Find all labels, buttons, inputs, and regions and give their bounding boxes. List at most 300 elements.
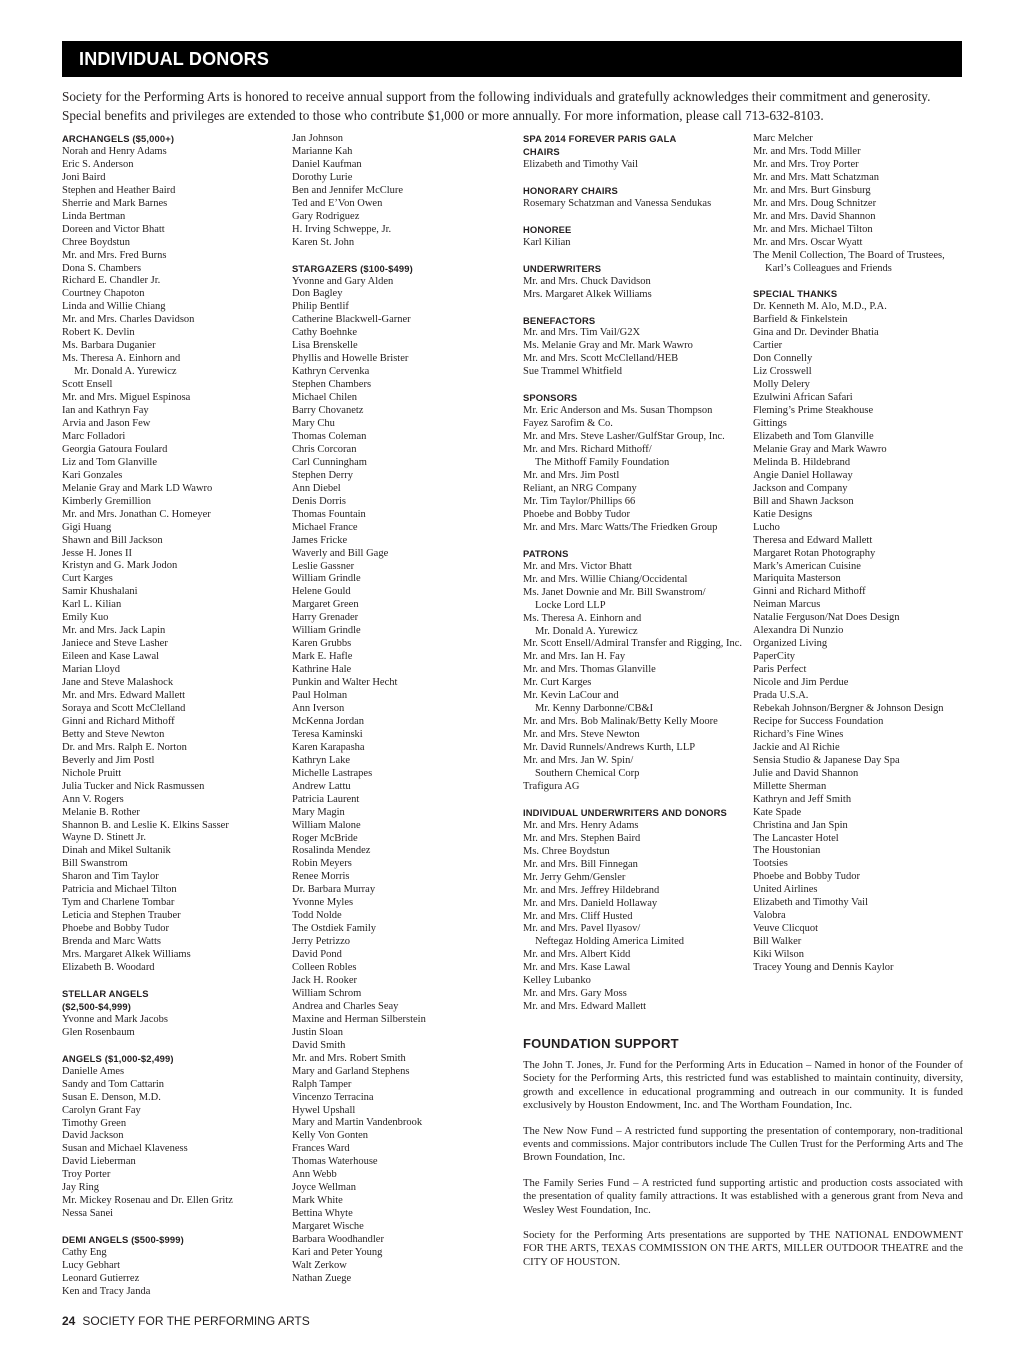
donor-name: Ms. Janet Downie and Mr. Bill Swanstrom/: [523, 586, 706, 598]
donor-name: Lisa Brenskelle: [292, 340, 358, 352]
donor-name: Kathryn Cervenka: [292, 366, 370, 378]
donor-name: Mr. and Mrs. Miguel Espinosa: [62, 392, 191, 404]
donor-name: Beverly and Jim Postl: [62, 754, 155, 766]
donor-name: Mr. and Mrs. Jack Lapin: [62, 625, 166, 637]
donor-name: Timothy Green: [62, 1117, 127, 1129]
donor-name: Nessa Sanei: [62, 1208, 114, 1220]
donor-name: Ms. Theresa A. Einhorn and: [523, 612, 642, 624]
donor-name: Margaret Wische: [292, 1221, 364, 1233]
donor-category-heading: ($2,500-$4,999): [62, 1000, 131, 1012]
donor-name: Julia Tucker and Nick Rasmussen: [62, 780, 205, 792]
donor-name: Mr. and Mrs. Edward Mallett: [62, 689, 186, 701]
donor-name: Ben and Jennifer McClure: [292, 184, 404, 196]
donor-name: Don Bagley: [292, 288, 343, 300]
donor-name: Mr. and Mrs. Jan W. Spin/: [523, 755, 634, 767]
donor-name: James Fricke: [292, 534, 348, 546]
donor-name: Marianne Kah: [292, 145, 353, 157]
donor-category-heading: STELLAR ANGELS: [62, 987, 149, 999]
donor-name: Andrew Lattu: [292, 780, 351, 792]
donor-name: Mr. David Runnels/Andrews Kurth, LLP: [523, 742, 696, 754]
donor-name: Mark’s American Cuisine: [753, 560, 861, 572]
donor-name: William Malone: [292, 819, 361, 831]
donor-name: Mr. and Mrs. Tim Vail/G2X: [523, 327, 641, 339]
donor-name: Fleming’s Prime Steakhouse: [753, 405, 874, 417]
donor-name: The Houstonian: [753, 845, 821, 857]
donor-name: Robin Meyers: [292, 858, 352, 870]
section-spacer: [62, 1040, 282, 1053]
donor-name: Richard’s Fine Wines: [753, 728, 844, 740]
donor-name: Dinah and Mikel Sultanik: [62, 845, 171, 857]
donor-name: Mr. Curt Karges: [523, 677, 592, 689]
donor-name: Philip Bentlif: [292, 301, 349, 313]
donor-name: Ginni and Richard Mithoff: [62, 715, 175, 727]
section-spacer: [292, 250, 512, 263]
donor-name: Mariquita Masterson: [753, 573, 841, 585]
donor-name: Marc Melcher: [753, 133, 813, 144]
donor-column-3: [523, 133, 745, 1014]
donor-category-heading: ANGELS ($1,000-$2,499): [62, 1052, 174, 1064]
donor-category-heading: ARCHANGELS ($5,000+): [62, 133, 175, 144]
donor-name: Leticia and Stephen Trauber: [62, 910, 181, 922]
donor-column-2: [292, 133, 512, 1286]
section-spacer: [523, 379, 745, 392]
donor-name: Bill Walker: [753, 936, 802, 948]
donor-name: Liz and Tom Glanville: [62, 456, 158, 468]
donor-name: Mark White: [292, 1195, 343, 1207]
donor-name: Mr. and Mrs. Charles Davidson: [62, 314, 195, 326]
donor-name: Michael France: [292, 521, 358, 533]
donor-name: Mr. Tim Taylor/Phillips 66: [523, 495, 636, 507]
donor-name: Prada U.S.A.: [753, 690, 809, 702]
donor-name: Frances Ward: [292, 1143, 350, 1155]
donor-name: Kelley Lubanko: [523, 975, 591, 987]
donor-name: Mr. Eric Anderson and Ms. Susan Thompson: [523, 405, 713, 417]
donor-name: Michelle Lastrapes: [292, 767, 373, 779]
donor-name: Kari and Peter Young: [292, 1247, 383, 1259]
donor-name: Emily Kuo: [62, 612, 109, 624]
donor-name: Nicole and Jim Perdue: [753, 677, 849, 689]
donor-name: Karl’s Colleagues and Friends: [765, 262, 892, 274]
donor-name: Christina and Jan Spin: [753, 819, 848, 831]
donor-name: Mr. Kevin LaCour and: [523, 690, 619, 702]
donor-name: Ann Iverson: [292, 702, 345, 714]
donor-name: Nichole Pruitt: [62, 767, 122, 779]
donor-name: Linda and Willie Chiang: [62, 301, 166, 313]
donor-name: Walt Zerkow: [292, 1259, 347, 1271]
donor-category-heading: PATRONS: [523, 547, 569, 559]
donor-name: David Smith: [292, 1039, 346, 1051]
donor-name: Elizabeth and Timothy Vail: [753, 897, 869, 909]
donor-name: Soraya and Scott McClelland: [62, 702, 186, 714]
donor-name: Norah and Henry Adams: [62, 145, 167, 157]
donor-name: Stephen and Heather Baird: [62, 184, 176, 196]
donor-name: Phyllis and Howelle Brister: [292, 353, 409, 365]
section-spacer: [62, 975, 282, 988]
section-spacer: [523, 172, 745, 185]
donor-name: Natalie Ferguson/Nat Does Design: [753, 612, 900, 624]
section-spacer: [523, 302, 745, 315]
donor-name: Mr. Kenny Darbonne/CB&I: [535, 703, 654, 715]
donor-name: Jan Johnson: [292, 133, 344, 144]
donor-name: Rosemary Schatzman and Vanessa Sendukas: [523, 197, 712, 209]
donor-name: Michael Chilen: [292, 392, 358, 404]
donor-name: Phoebe and Bobby Tudor: [523, 508, 631, 520]
donor-name: Ian and Kathryn Fay: [62, 405, 149, 417]
donor-name: Melinda B. Hildebrand: [753, 456, 851, 468]
donor-name: Trafigura AG: [523, 780, 580, 792]
donor-name: Leonard Gutierrez: [62, 1273, 140, 1285]
donor-name: Robert K. Devlin: [62, 327, 135, 339]
donor-name: Mr. and Mrs. Todd Miller: [753, 145, 861, 157]
page-number: 24: [62, 1314, 76, 1328]
donor-name: Justin Sloan: [292, 1026, 344, 1038]
donor-name: Eileen and Kase Lawal: [62, 651, 160, 663]
donor-name: Denis Dorris: [292, 495, 346, 507]
section-spacer: [523, 794, 745, 807]
donor-name: Mr. Jerry Gehm/Gensler: [523, 871, 626, 883]
donor-name: Ann Webb: [292, 1169, 337, 1181]
donor-name: Millette Sherman: [753, 780, 827, 792]
donor-name: Ms. Melanie Gray and Mr. Mark Wawro: [523, 340, 693, 352]
donor-name: Mr. Mickey Rosenau and Dr. Ellen Gritz: [62, 1195, 233, 1207]
donor-name: Ann V. Rogers: [62, 793, 124, 805]
donor-name: Troy Porter: [62, 1169, 111, 1181]
donor-name: Mr. Donald A. Yurewicz: [74, 366, 177, 378]
donor-name: Wayne D. Stinett Jr.: [62, 832, 147, 844]
donor-name: Southern Chemical Corp: [535, 767, 640, 779]
donor-name: Courtney Chapoton: [62, 288, 145, 300]
donor-name: The Lancaster Hotel: [753, 832, 839, 844]
donor-name: Mrs. Margaret Alkek Williams: [62, 949, 191, 961]
donor-name: Elizabeth and Timothy Vail: [523, 158, 639, 170]
section-spacer: [523, 211, 745, 224]
donor-name: Veuve Clicquot: [753, 923, 819, 935]
donor-name: Mr. and Mrs. Gary Moss: [523, 988, 627, 1000]
donor-name: Katie Designs: [753, 508, 813, 520]
donor-name: Kathryn Lake: [292, 754, 351, 766]
donor-name: Sharon and Tim Taylor: [62, 871, 159, 883]
donor-name: Dorothy Lurie: [292, 171, 353, 183]
donor-name: Mr. and Mrs. Willie Chiang/Occidental: [523, 573, 688, 585]
donor-name: Gary Rodriguez: [292, 210, 360, 222]
donor-name: Mr. Scott Ensell/Admiral Transfer and Rigging, Inc.: [523, 638, 743, 650]
donor-name: Jack H. Rooker: [292, 975, 358, 986]
donor-category-heading: CHAIRS: [523, 145, 560, 157]
donor-name: Dr. Barbara Murray: [292, 884, 376, 896]
donor-name: Ms. Barbara Duganier: [62, 340, 156, 352]
donor-name: Curt Karges: [62, 573, 113, 585]
donor-name: Kathrine Hale: [292, 664, 352, 676]
section-title: INDIVIDUAL DONORS: [79, 49, 270, 69]
donor-name: Theresa and Edward Mallett: [753, 534, 873, 546]
donor-column-4: [753, 133, 968, 975]
donor-name: The Mithoff Family Foundation: [535, 457, 670, 469]
donor-name: Mr. and Mrs. Albert Kidd: [523, 949, 631, 961]
donor-name: Jay Ring: [62, 1182, 100, 1194]
donor-name: Julie and David Shannon: [753, 767, 859, 779]
donor-name: Mr. and Mrs. Scott McClelland/HEB: [523, 353, 679, 365]
donor-name: Karen St. John: [292, 236, 355, 248]
donor-name: Mark E. Hafle: [292, 651, 353, 663]
donor-name: Mrs. Margaret Alkek Williams: [523, 288, 652, 300]
donor-name: Thomas Fountain: [292, 508, 366, 520]
donor-name: Sherrie and Mark Barnes: [62, 197, 168, 209]
donor-name: Phoebe and Bobby Tudor: [753, 871, 861, 883]
donor-name: Ken and Tracy Janda: [62, 1285, 151, 1297]
donor-name: Mr. and Mrs. Stephen Baird: [523, 832, 641, 844]
donor-name: Margaret Rotan Photography: [753, 547, 876, 559]
donor-name: Karl L. Kilian: [62, 599, 122, 611]
donor-name: Thomas Waterhouse: [292, 1156, 378, 1168]
donor-name: Waverly and Bill Gage: [292, 547, 389, 559]
donor-name: Melanie B. Rother: [62, 806, 140, 818]
donor-name: Chree Boydstun: [62, 236, 130, 248]
donor-name: Punkin and Walter Hecht: [292, 677, 398, 689]
donor-name: Leslie Gassner: [292, 560, 355, 572]
donor-name: Rosalinda Mendez: [292, 845, 371, 857]
donor-name: Maxine and Herman Silberstein: [292, 1013, 426, 1025]
donor-name: Ann Diebel: [292, 482, 341, 494]
donor-name: Ms. Theresa A. Einhorn and: [62, 353, 181, 365]
donor-name: Lucho: [753, 521, 780, 533]
donor-name: Chris Corcoran: [292, 443, 357, 455]
donor-name: Jane and Steve Malashock: [62, 677, 174, 689]
donor-name: Mr. and Mrs. Richard Mithoff/: [523, 444, 652, 456]
donor-name: William Grindle: [292, 573, 361, 585]
donor-name: Mary and Martin Vandenbrook: [292, 1117, 423, 1129]
donor-name: Mr. and Mrs. David Shannon: [753, 210, 876, 222]
donor-name: Mr. and Mrs. Danield Hollaway: [523, 897, 658, 909]
donor-name: Nathan Zuege: [292, 1272, 352, 1284]
donor-name: Mr. and Mrs. Chuck Davidson: [523, 275, 651, 287]
donor-name: Teresa Kaminski: [292, 728, 363, 740]
intro-line: Society for the Performing Arts is honored to receive annual support from the following individuals and gratefully acknowledges their commitment and generosity.: [62, 89, 931, 104]
donor-name: Shannon B. and Leslie K. Elkins Sasser: [62, 819, 229, 831]
donor-name: Renee Morris: [292, 871, 350, 883]
donor-name: Dr. Kenneth M. Alo, M.D., P.A.: [753, 301, 887, 313]
donor-name: Mr. Donald A. Yurewicz: [535, 625, 638, 637]
donor-name: Mr. and Mrs. Ian H. Fay: [523, 651, 626, 663]
donor-name: Harry Grenader: [292, 612, 359, 624]
donor-name: Kate Spade: [753, 806, 802, 818]
donor-name: Eric S. Anderson: [62, 158, 134, 170]
donor-name: Andrea and Charles Seay: [292, 1000, 399, 1012]
donor-name: Carolyn Grant Fay: [62, 1104, 141, 1116]
donor-name: Mr. and Mrs. Jonathan C. Homeyer: [62, 508, 211, 520]
donor-name: Mr. and Mrs. Jeffrey Hildebrand: [523, 884, 660, 896]
donor-name: Todd Nolde: [292, 910, 342, 922]
donor-name: Gigi Huang: [62, 521, 112, 533]
donor-category-heading: SPA 2014 FOREVER PARIS GALA: [523, 133, 677, 144]
donor-name: Gittings: [753, 418, 787, 430]
donor-name: Mr. and Mrs. Pavel Ilyasov/: [523, 923, 641, 935]
donor-name: Don Connelly: [753, 353, 813, 365]
donor-name: Karen Karapasha: [292, 741, 365, 753]
donor-category-heading: HONOREE: [523, 223, 572, 235]
donor-name: Bettina Whyte: [292, 1208, 353, 1220]
publication-name: SOCIETY FOR THE PERFORMING ARTS: [82, 1314, 310, 1328]
donor-name: Susan E. Denson, M.D.: [62, 1091, 161, 1103]
donor-name: Mr. and Mrs. Kase Lawal: [523, 962, 631, 974]
donor-name: Kiki Wilson: [753, 949, 805, 961]
donor-name: David Pond: [292, 949, 342, 961]
donor-name: Kari Gonzales: [62, 469, 123, 481]
donor-name: Bill Swanstrom: [62, 858, 128, 870]
donor-name: Thomas Coleman: [292, 430, 367, 442]
donor-name: Kathryn and Jeff Smith: [753, 793, 852, 805]
donor-name: Mr. and Mrs. Victor Bhatt: [523, 560, 632, 572]
donor-name: Mr. and Mrs. Matt Schatzman: [753, 171, 879, 183]
donor-name: Rebekah Johnson/Bergner & Johnson Design: [753, 702, 944, 714]
donor-name: Karen Grubbs: [292, 638, 352, 650]
donor-category-heading: STARGAZERS ($100-$499): [292, 262, 413, 274]
donor-name: United Airlines: [753, 884, 818, 896]
donor-name: PaperCity: [753, 651, 795, 663]
donor-name: Mary Magin: [292, 806, 345, 818]
donor-name: David Jackson: [62, 1130, 124, 1142]
foundation-paragraph: The John T. Jones, Jr. Fund for the Performing Arts in Education – Named in honor of the Founder of Society for the Performing Arts, this restricted fund was established to maintain continuity, diversity, growth and excellence in educational programming and outreach in our community. It is funded exclusively by Houston Endowment, Inc. and The Wortham Foundation, Inc.: [523, 1059, 963, 1112]
donor-category-heading: SPONSORS: [523, 392, 578, 404]
donor-name: Glen Rosenbaum: [62, 1026, 135, 1038]
donor-name: Sensia Studio & Japanese Day Spa: [753, 754, 900, 766]
section-spacer: [62, 1221, 282, 1234]
donor-name: Mary Chu: [292, 418, 335, 430]
donor-name: Marc Folladori: [62, 430, 126, 442]
intro-line: Special benefits and privileges are extended to those who contribute $1,000 or more annually. For more information, please call 713-632-8103.: [62, 107, 824, 123]
donor-name: Mr. and Mrs. Henry Adams: [523, 819, 639, 831]
donor-name: Mr. and Mrs. Marc Watts/The Friedken Group: [523, 521, 718, 533]
donor-name: Lucy Gebhart: [62, 1260, 121, 1272]
donor-name: Sue Trammel Whitfield: [523, 366, 622, 378]
donor-name: H. Irving Schweppe, Jr.: [292, 223, 392, 235]
donor-name: Organized Living: [753, 638, 828, 650]
donor-category-heading: INDIVIDUAL UNDERWRITERS AND DONORS: [523, 806, 727, 818]
donor-name: Yvonne and Mark Jacobs: [62, 1013, 168, 1025]
donor-name: Cathy Eng: [62, 1247, 107, 1259]
donor-name: David Lieberman: [62, 1156, 136, 1168]
donor-name: Jackson and Company: [753, 482, 848, 494]
donor-name: Kimberly Gremillion: [62, 495, 151, 507]
donor-name: Mr. and Mrs. Michael Tilton: [753, 223, 873, 235]
foundation-paragraph: Society for the Performing Arts presentations are supported by THE NATIONAL ENDOWMENT FOR THE ARTS, TEXAS COMMISSION ON THE ARTS, MILLER OUTDOOR THEATRE and the CITY OF HOUSTON.: [523, 1229, 963, 1268]
donor-name: Patricia and Michael Tilton: [62, 884, 177, 896]
donor-name: Mr. and Mrs. Burt Ginsburg: [753, 184, 871, 196]
donor-name: Ted and E’Von Owen: [292, 197, 383, 209]
section-spacer: [523, 535, 745, 548]
section-spacer: [523, 250, 745, 263]
donor-name: Paul Holman: [292, 690, 348, 702]
donor-name: Mr. and Mrs. Steve Lasher/GulfStar Group, Inc.: [523, 431, 725, 443]
donor-name: Roger McBride: [292, 832, 358, 844]
donor-category-heading: BENEFACTORS: [523, 314, 596, 326]
donor-name: Linda Bertman: [62, 210, 126, 222]
donor-name: Cathy Boehnke: [292, 327, 358, 339]
donor-name: Kelly Von Gonten: [292, 1130, 369, 1142]
donor-name: Kristyn and G. Mark Jodon: [62, 560, 178, 572]
donor-name: Mr. and Mrs. Bob Malinak/Betty Kelly Moore: [523, 716, 718, 728]
donor-name: Vincenzo Terracina: [292, 1091, 374, 1103]
donor-name: Cartier: [753, 340, 783, 352]
donor-category-heading: DEMI ANGELS ($500-$999): [62, 1234, 184, 1246]
donor-name: Mary and Garland Stephens: [292, 1065, 410, 1077]
donor-name: Alexandra Di Nunzio: [753, 625, 844, 637]
donor-name: Hywel Upshall: [292, 1104, 356, 1116]
donor-name: Yvonne and Gary Alden: [292, 275, 394, 287]
donor-name: Fayez Sarofim & Co.: [523, 418, 613, 430]
donor-name: Sandy and Tom Cattarin: [62, 1078, 165, 1090]
donor-name: Carl Cunningham: [292, 456, 367, 468]
donor-name: Mr. and Mrs. Robert Smith: [292, 1052, 406, 1064]
donor-name: Mr. and Mrs. Fred Burns: [62, 249, 167, 261]
donor-name: Mr. and Mrs. Steve Newton: [523, 729, 640, 741]
donor-name: Margaret Green: [292, 599, 359, 611]
donor-name: Mr. and Mrs. Bill Finnegan: [523, 858, 638, 870]
donor-name: Melanie Gray and Mark LD Wawro: [62, 482, 213, 494]
donor-name: Mr. and Mrs. Troy Porter: [753, 158, 859, 170]
donor-column-1: [62, 133, 282, 1299]
donor-name: Barry Chovanetz: [292, 405, 364, 417]
donor-name: Mr. and Mrs. Thomas Glanville: [523, 664, 656, 676]
intro-paragraph: [62, 88, 967, 125]
donor-name: Locke Lord LLP: [535, 599, 606, 611]
donor-name: William Grindle: [292, 625, 361, 637]
donor-name: Doreen and Victor Bhatt: [62, 223, 165, 235]
donor-name: Angie Daniel Hollaway: [753, 469, 853, 481]
donor-name: Barfield & Finkelstein: [753, 314, 848, 326]
donor-name: Dona S. Chambers: [62, 262, 142, 274]
donor-name: Helene Gould: [292, 586, 351, 598]
donor-name: Janiece and Steve Lasher: [62, 638, 168, 650]
donor-name: Mr. and Mrs. Cliff Husted: [523, 910, 633, 922]
donor-name: Marian Lloyd: [62, 664, 121, 676]
donor-name: Samir Khushalani: [62, 586, 138, 598]
donor-name: Mr. and Mrs. Edward Mallett: [523, 1001, 647, 1013]
donor-name: Stephen Chambers: [292, 379, 372, 391]
donor-name: Neftegaz Holding America Limited: [535, 936, 684, 948]
donor-name: Mr. and Mrs. Doug Schnitzer: [753, 197, 877, 209]
donor-name: Arvia and Jason Few: [62, 417, 151, 429]
donor-name: Gina and Dr. Devinder Bhatia: [753, 327, 879, 339]
foundation-paragraph: The New Now Fund – A restricted fund supporting the presentation of contemporary, non-traditional events and commissions. Major contributors include The Cullen Trust for the Performing Arts and The Brown Foundation, Inc.: [523, 1124, 963, 1164]
donor-name: Scott Ensell: [62, 379, 113, 391]
foundation-support-section: [523, 1036, 963, 1281]
donor-name: McKenna Jordan: [292, 715, 365, 727]
donor-name: Liz Crosswell: [753, 366, 812, 378]
donor-name: Tracey Young and Dennis Kaylor: [753, 962, 894, 974]
donor-name: Daniel Kaufman: [292, 158, 362, 170]
donor-name: Tootsies: [753, 858, 788, 870]
donor-name: Joni Baird: [62, 171, 106, 183]
donor-name: Yvonne Myles: [292, 897, 354, 909]
donor-name: Patricia Laurent: [292, 793, 360, 805]
donor-name: Georgia Gatoura Foulard: [62, 443, 168, 455]
donor-name: Neiman Marcus: [753, 599, 821, 611]
donor-name: Tym and Charlene Tombar: [62, 897, 175, 909]
donor-name: Joyce Wellman: [292, 1182, 356, 1194]
donor-name: Ginni and Richard Mithoff: [753, 586, 866, 598]
donor-category-heading: UNDERWRITERS: [523, 262, 602, 274]
section-banner: [62, 41, 962, 77]
donor-name: Karl Kilian: [523, 236, 571, 248]
donor-name: Richard E. Chandler Jr.: [62, 275, 161, 287]
donor-name: Stephen Derry: [292, 469, 353, 481]
donor-name: Elizabeth B. Woodard: [62, 962, 155, 973]
donor-name: Ezulwini African Safari: [753, 392, 853, 404]
donor-name: Ralph Tamper: [292, 1078, 352, 1090]
donor-name: Betty and Steve Newton: [62, 728, 165, 740]
donor-name: Dr. and Mrs. Ralph E. Norton: [62, 741, 187, 753]
donor-name: Jackie and Al Richie: [753, 741, 840, 753]
